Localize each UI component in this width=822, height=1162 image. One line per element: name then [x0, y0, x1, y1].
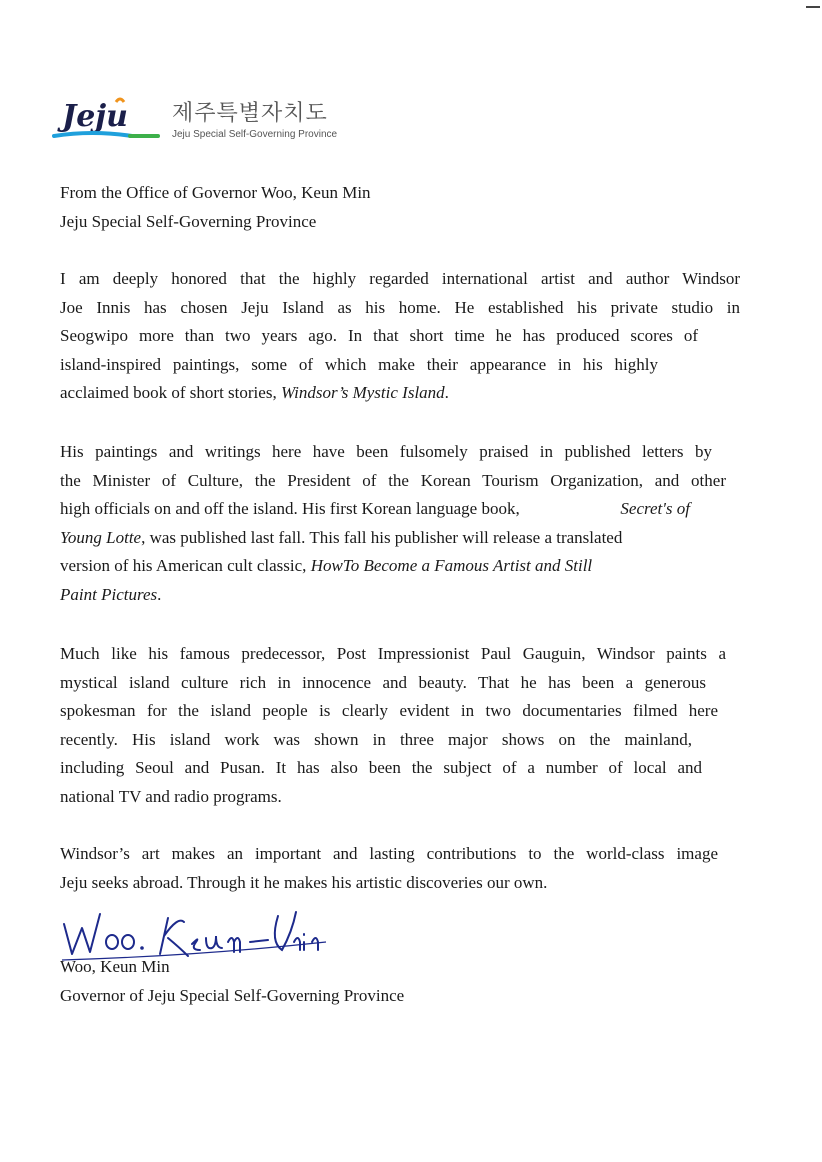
signer-title: Governor of Jeju Special Self-Governing Province [60, 985, 405, 1005]
text-line: the Minister of Culture, the President of the Korean Tourism Organization, and other [60, 470, 726, 490]
text-line: His paintings and writings here have been fulsomely praised in published letters by [60, 442, 712, 461]
text-run: high officials on and off the island. His first Korean language book, [60, 499, 520, 519]
text-run: acclaimed book of short stories, [60, 383, 281, 403]
signature-block [60, 953, 740, 1010]
text-line: Windsor’s art makes an important and lasting contributions to the world-class image [60, 844, 718, 863]
text-run: . [444, 383, 449, 403]
jeju-logo [52, 96, 352, 152]
text-line: Much like his famous predecessor, Post Impressionist Paul Gauguin, Windsor paints a [60, 644, 726, 663]
paragraph-4 [60, 840, 740, 897]
text-line [60, 495, 690, 524]
text-line: Seogwipo more than two years ago. In that short time he has produced scores of [60, 326, 698, 346]
text-line: spokesman for the island people is clearly evident in two documentaries filmed here [60, 701, 718, 721]
jeju-logo-mark [52, 96, 164, 146]
text-line: national TV and radio programs. [60, 786, 282, 806]
paragraph-3 [60, 640, 740, 812]
text-line: I am deeply honored that the highly regarded international artist and author Windsor [60, 269, 740, 288]
text-line: Jeju seeks abroad. Through it he makes his artistic discoveries our own. [60, 872, 548, 892]
text-run: . [157, 584, 162, 604]
text-line [60, 379, 740, 408]
paragraph-2 [60, 438, 740, 610]
text-run: version of his American cult classic, [60, 556, 311, 576]
header-office-line: From the Office of Governor Woo, Keun Min [60, 183, 371, 202]
book-title: Windsor’s Mystic Island [280, 383, 445, 403]
text-line: mystical island culture rich in innocence and beauty. That he has been a generous [60, 672, 706, 692]
text-line: Joe Innis has chosen Jeju Island as his home. He established his private studio in [60, 297, 740, 317]
scan-mark [806, 6, 820, 8]
book-title: HowTo Become a Famous Artist and Still [310, 556, 593, 576]
svg-text:Jeju: Jeju [62, 99, 128, 134]
signer-name: Woo, Keun Min [60, 957, 170, 976]
text-run: , was published last fall. This fall his publisher will release a translated [141, 527, 623, 547]
book-title: Secret's of [620, 499, 690, 519]
text-line: island-inspired paintings, some of which make their appearance in his highly [60, 354, 658, 374]
letter-header [60, 179, 740, 236]
text-line: recently. His island work was shown in three major shows on the mainland, [60, 729, 692, 749]
text-line [60, 581, 740, 610]
logo-subtitle: Jeju Special Self-Governing Province [172, 129, 338, 140]
text-line: including Seoul and Pusan. It has also been the subject of a number of local and [60, 758, 702, 778]
book-title: Paint Pictures [60, 584, 158, 604]
text-line [60, 552, 740, 581]
book-title: Young Lotte [60, 527, 142, 547]
text-line [60, 524, 740, 553]
header-province-line: Jeju Special Self-Governing Province [60, 211, 317, 231]
paragraph-1 [60, 265, 740, 408]
logo-korean-name: 제주특별자치도 [172, 101, 328, 126]
